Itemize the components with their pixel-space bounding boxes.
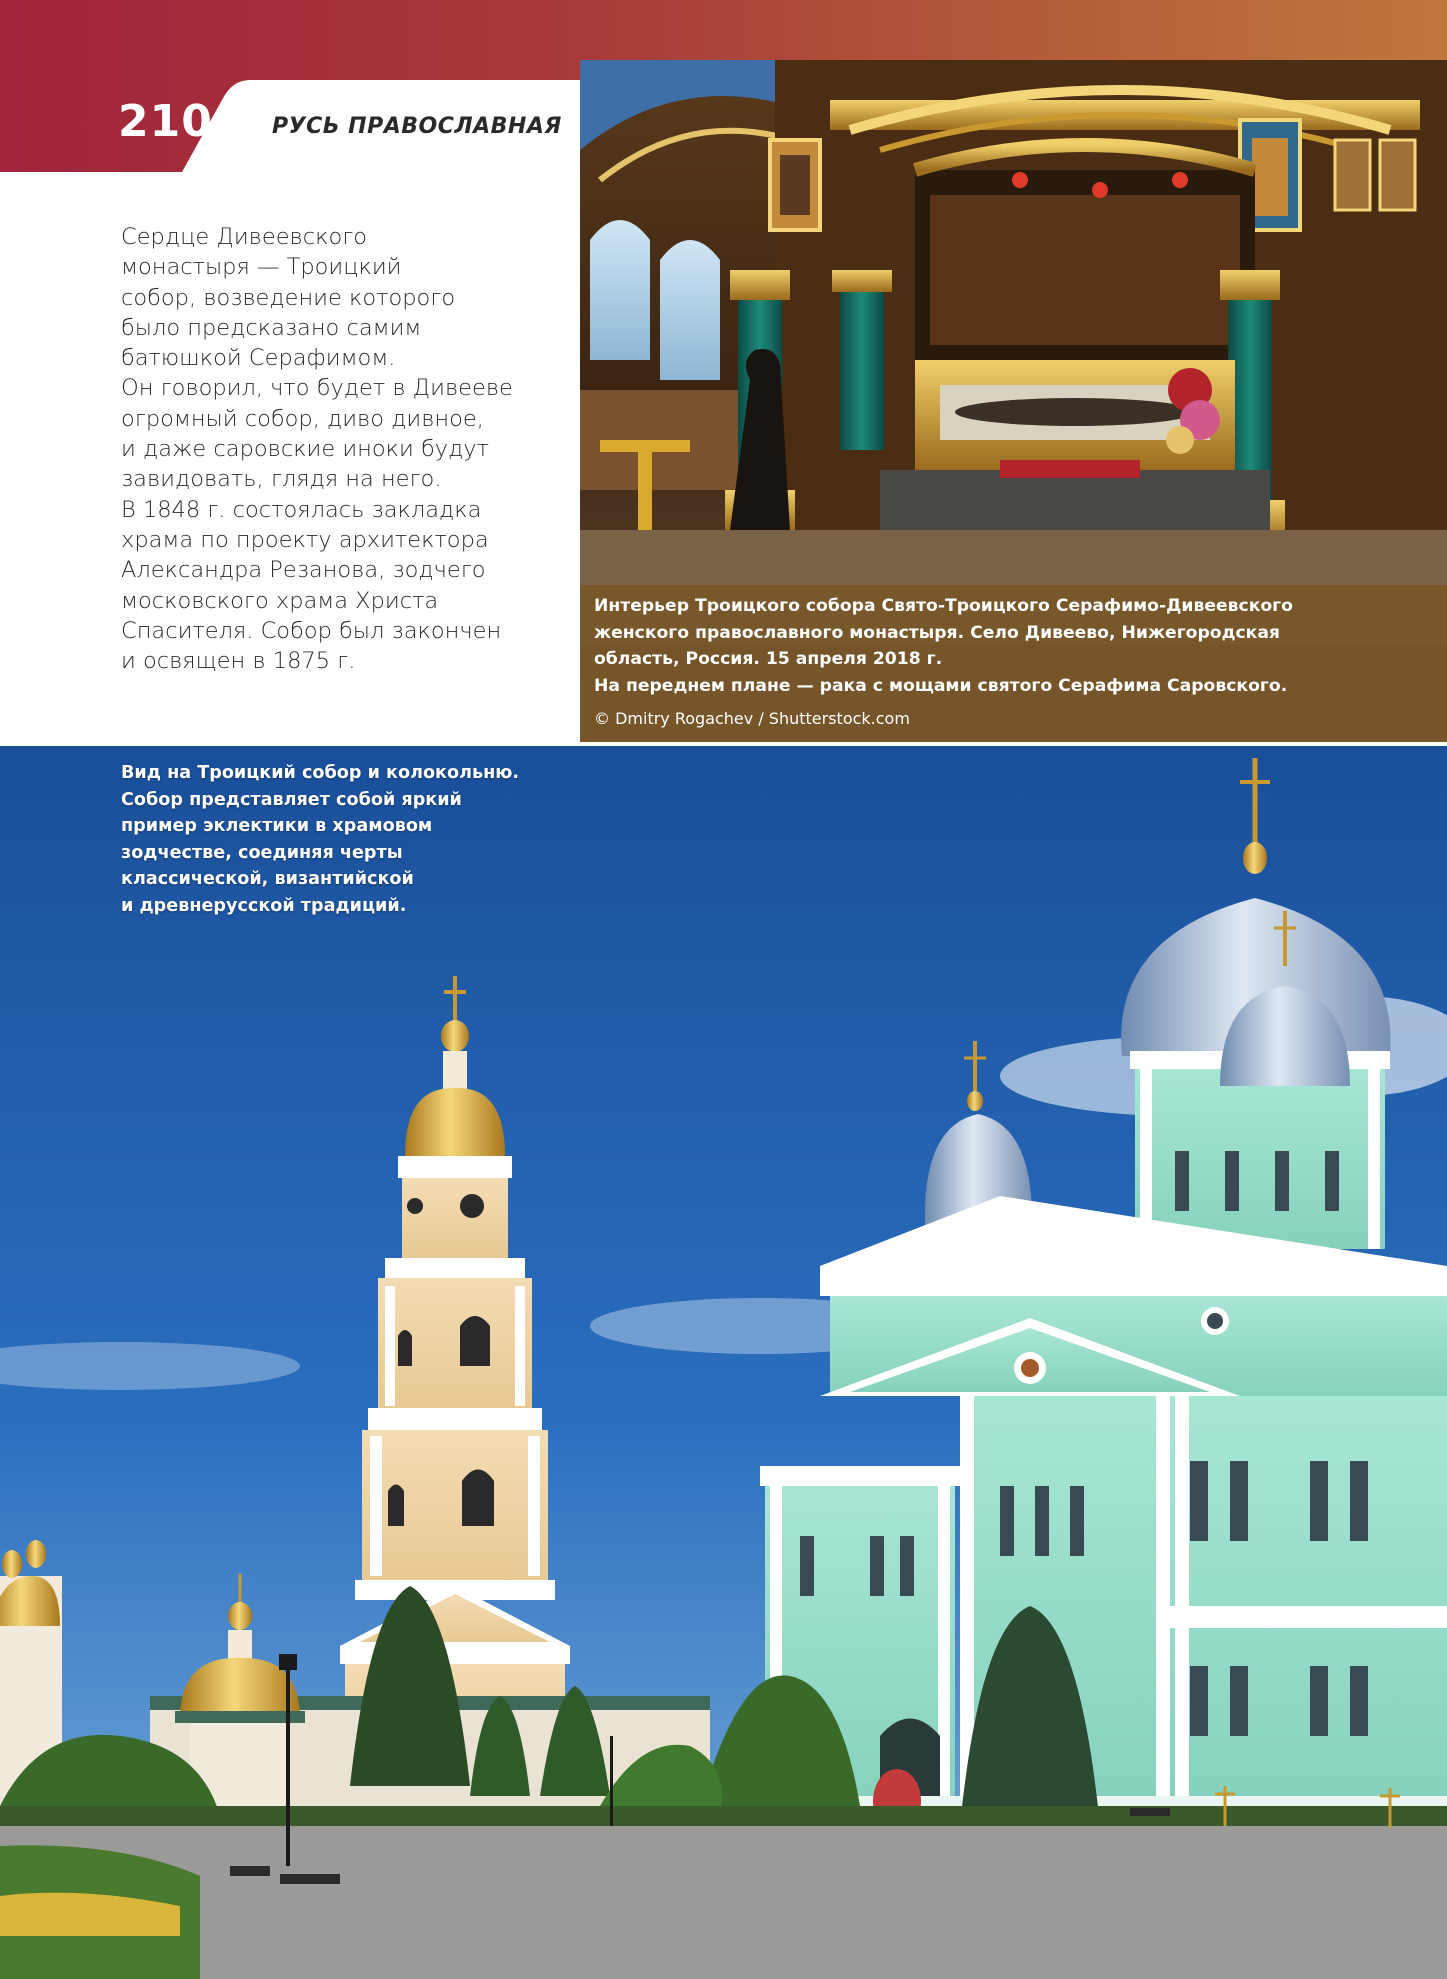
body-line: и освящен в 1875 г. — [121, 648, 356, 675]
body-line: Он говорил, что будет в Дивееве — [121, 375, 513, 402]
body-line: монастыря — Троицкий — [121, 254, 402, 281]
body-text — [121, 222, 521, 676]
body-line: В 1848 г. состоялась закладка — [121, 496, 482, 523]
body-line: батюшкой Серафимом. — [121, 345, 396, 372]
caption-line: зодчестве, соединяя черты — [121, 842, 403, 863]
caption-line: Интерьер Троицкого собора Свято-Троицкого Серафимо-Дивеевского — [594, 596, 1293, 616]
caption-line: женского православного монастыря. Село Дивеево, Нижегородская — [594, 622, 1280, 643]
body-line: московского храма Христа — [121, 587, 439, 614]
body-line: Спасителя. Собор был закончен — [121, 617, 502, 644]
running-title: РУСЬ ПРАВОСЛАВНАЯ — [272, 114, 562, 139]
page-number: 210 — [118, 96, 213, 147]
exterior-photo — [0, 746, 1447, 1979]
caption-line: пример эклектики в храмовом — [121, 816, 433, 836]
body-line: Сердце Дивеевского — [121, 224, 368, 250]
caption-line: классической, византийской — [121, 869, 414, 889]
exterior-illustration — [0, 746, 1447, 1979]
body-line: собор, возведение которого — [121, 284, 456, 311]
caption-line: и древнерусской традиций. — [121, 895, 407, 916]
caption-line: область, Россия. 15 апреля 2018 г. — [594, 649, 943, 669]
photo-credit: © Dmitry Rogachev / Shutterstock.com — [594, 709, 910, 728]
body-line: огромный собор, диво дивное, — [121, 405, 484, 432]
caption-line: Собор представляет собой яркий — [121, 789, 462, 810]
body-line: и даже саровские иноки будут — [121, 436, 489, 463]
caption-line: На переднем плане — рака с мощами святого Серафима Саровского. — [594, 675, 1288, 696]
body-line: Александра Резанова, зодчего — [121, 557, 486, 584]
interior-caption — [594, 593, 1354, 699]
exterior-caption — [121, 760, 581, 919]
body-line: было предсказано самим — [121, 314, 422, 341]
caption-line: Вид на Троицкий собор и колокольню. — [121, 763, 520, 783]
body-line: завидовать, глядя на него. — [121, 466, 442, 493]
body-line: храма по проекту архитектора — [121, 526, 489, 553]
